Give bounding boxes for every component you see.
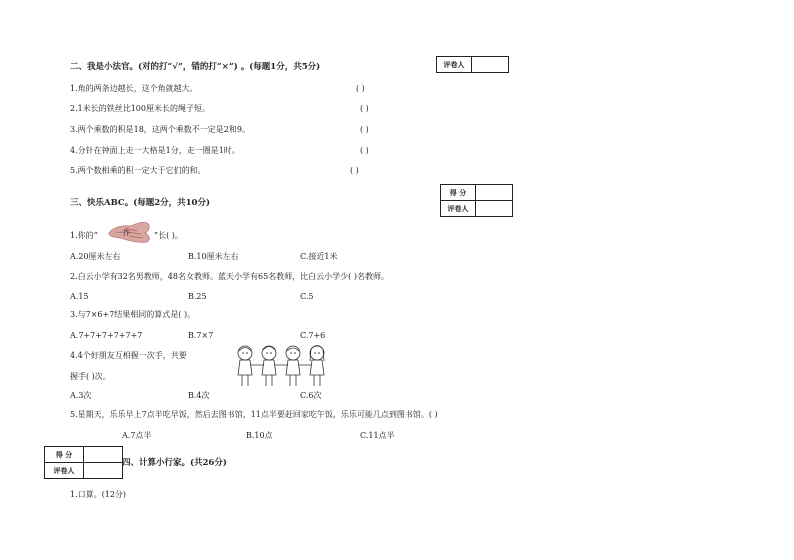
- s3-q5-text: 5.星期天，乐乐早上7点半吃早饭，然后去图书馆，11点半要赶回家吃午饭，乐乐可能几点到图书馆。( ): [70, 410, 438, 419]
- s3-q3-option-c[interactable]: C.7+6: [300, 331, 326, 340]
- s2-item-5: 5.两个数相乘的积一定大于它们的和。: [70, 166, 206, 175]
- s3-q2-option-c[interactable]: C.5: [300, 292, 314, 301]
- s3-q2-text: 2.白云小学有32名男教师，48名女教师。蓝天小学有65名教师，比白云小学少( )名教师。: [70, 272, 389, 281]
- s3-q5-option-c[interactable]: C.11点半: [360, 431, 395, 440]
- s3-q3-option-b[interactable]: B.7×7: [188, 331, 214, 340]
- s3-q4-text-b: 握手( )次。: [70, 372, 111, 381]
- section4-heading: 四、计算小行家。(共26分): [122, 458, 227, 468]
- reviewer-cell[interactable]: [472, 57, 509, 73]
- score-label: 得 分: [45, 447, 84, 463]
- hand-span-image: [103, 219, 155, 245]
- s2-item-2: 2.1米长的铁丝比100厘米长的绳子短。: [70, 104, 210, 113]
- s3-q1-option-c[interactable]: C.接近1米: [300, 252, 338, 261]
- s2-answer-2[interactable]: ( ): [360, 104, 369, 113]
- reviewer-label: 评卷人: [441, 201, 476, 217]
- s3-q1-option-b[interactable]: B.10厘米左右: [188, 252, 239, 261]
- s3-q4-text-a: 4.4个好朋友互相握一次手，共要: [70, 351, 187, 360]
- s2-item-3: 3.两个乘数的积是18，这两个乘数不一定是2和9。: [70, 125, 250, 134]
- s2-item-4: 4.分针在钟面上走一大格是1分，走一圈是1时。: [70, 146, 240, 155]
- s3-q3-option-a[interactable]: A.7+7+7+7+7+7: [70, 331, 143, 340]
- reviewer-label: 评卷人: [45, 463, 84, 479]
- s2-answer-4[interactable]: ( ): [360, 146, 369, 155]
- s3-q4-option-b[interactable]: B.4次: [188, 391, 210, 400]
- s2-answer-3[interactable]: ( ): [360, 125, 369, 134]
- s3-q4-option-c[interactable]: C.6次: [300, 391, 322, 400]
- s4-q1-text: 1.口算。(12分): [70, 490, 127, 499]
- s3-q5-option-b[interactable]: B.10点: [246, 431, 273, 440]
- s3-q1-text-a: 1.你的“: [70, 231, 98, 240]
- s3-q5-option-a[interactable]: A.7点半: [122, 431, 152, 440]
- s3-q1-text-b: ”长( )。: [154, 231, 183, 240]
- section2-score-box: [436, 56, 509, 73]
- s3-q1-option-a[interactable]: A.20厘米左右: [70, 252, 121, 261]
- section3-heading: 三、快乐ABC。(每题2分，共10分): [70, 198, 210, 208]
- svg-text:一拃: 一拃: [116, 229, 130, 237]
- section2-heading: 二、我是小法官。(对的打“√”，错的打“×”) 。(每题1分，共5分): [70, 62, 321, 72]
- s2-item-1: 1.角的两条边越长，这个角就越大。: [70, 84, 198, 93]
- reviewer-cell[interactable]: [84, 463, 123, 479]
- score-label: 得 分: [441, 185, 476, 201]
- reviewer-cell[interactable]: [476, 201, 513, 217]
- section3-score-box: [440, 184, 513, 217]
- s3-q2-option-b[interactable]: B.25: [188, 292, 207, 301]
- section4-score-box: [44, 446, 123, 479]
- s3-q4-option-a[interactable]: A.3次: [70, 391, 92, 400]
- four-friends-image: [232, 343, 332, 389]
- s2-answer-5[interactable]: ( ): [350, 166, 359, 175]
- score-cell[interactable]: [476, 185, 513, 201]
- score-cell[interactable]: [84, 447, 123, 463]
- s2-answer-1[interactable]: ( ): [356, 84, 365, 93]
- s3-q2-option-a[interactable]: A.15: [70, 292, 89, 301]
- reviewer-label: 评卷人: [437, 57, 472, 73]
- s3-q3-text: 3.与7×6+7结果相同的算式是( )。: [70, 310, 196, 319]
